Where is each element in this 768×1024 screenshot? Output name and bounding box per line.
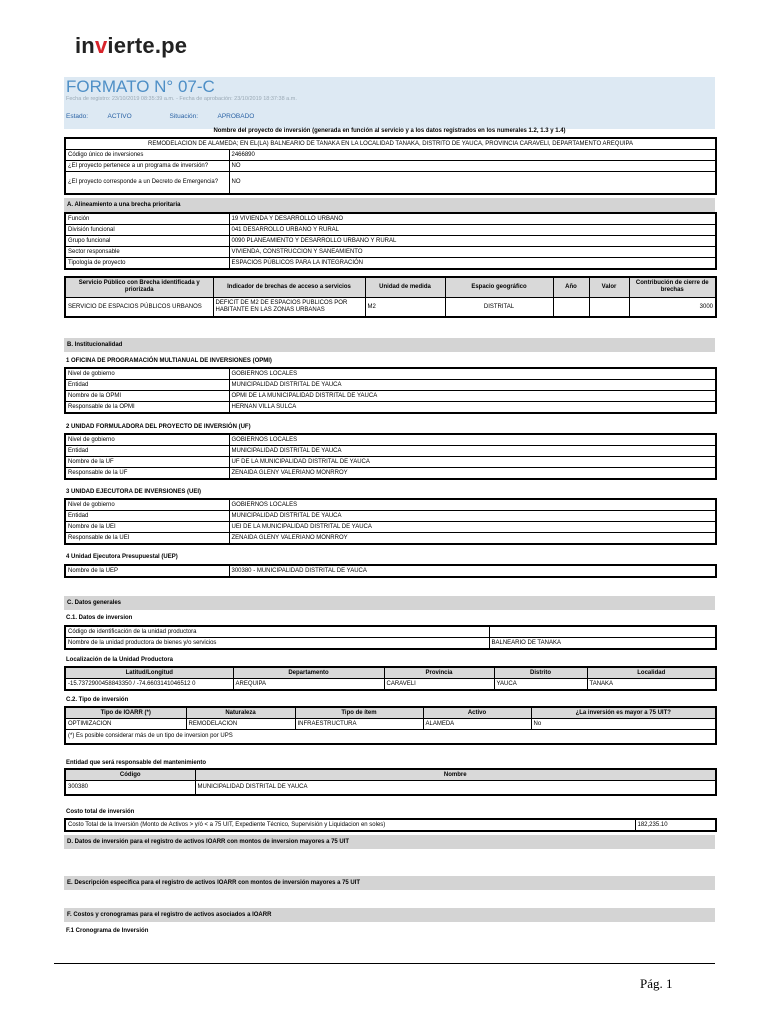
f1-title: F.1 Cronograma de Inversión	[66, 928, 149, 934]
table-row: Nombre de la unidad productora de bienes y/o servicios BALNEARIO DE TANAKA	[65, 638, 716, 650]
table-row: Costo Total de la Inversión (Monto de Activos > y/ó < a 75 UIT, Expediente Técnico, Supervisión y Liquidacion en soles) 182,235.10	[65, 819, 716, 831]
loc-title: Localización de la Unidad Productora	[66, 657, 174, 663]
table-row: ¿El proyecto corresponde a un Decreto de Emergencia? NO	[65, 172, 716, 194]
c1-title: C.1. Datos de inversion	[66, 615, 133, 621]
table-row: Nivel de gobierno GOBIERNOS LOCALES	[65, 499, 716, 511]
situacion: Situación: APROBADO	[169, 113, 255, 120]
table-row: Nombre de la UF UF DE LA MUNICIPALIDAD DISTRITAL DE YAUCA	[65, 457, 716, 468]
uep-table	[64, 564, 717, 578]
table-row: -15.7372900458843350 / -74.6603141046512 0 AREQUIPA CARAVELI YAUCA TANAKA	[65, 679, 716, 691]
opmi-table	[64, 367, 717, 414]
table-row: Función 19 VIVIENDA Y DESARROLLO URBANO	[65, 213, 716, 225]
table-row: Tipología de proyecto ESPACIOS PÚBLICOS PARA LA INTEGRACIÓN	[65, 258, 716, 270]
table-row: Sector responsable VIVIENDA, CONSTRUCCION Y SANEAMIENTO	[65, 247, 716, 258]
table-row: Responsable de la OPMI HERNAN VILLA SULCA	[65, 402, 716, 414]
table-row: Nivel de gobierno GOBIERNOS LOCALES	[65, 434, 716, 446]
table-row: Código único de inversiones 2466890	[65, 150, 716, 161]
table-row: Nombre de la UEP 300380 - MUNICIPALIDAD DISTRITAL DE YAUCA	[65, 565, 716, 577]
entidad-table: Código Nombre 300380 MUNICIPALIDAD DISTRITAL DE YAUCA	[64, 768, 717, 796]
table-row: Responsable de la UEI ZENAIDA GLENY VALERIANO MONRROY	[65, 533, 716, 545]
uei-title: 3 UNIDAD EJECUTORA DE INVERSIONES (UEI)	[66, 489, 202, 495]
footer-divider	[54, 963, 715, 964]
uep-title: 4 Unidad Ejecutora Presupuestal (UEP)	[66, 554, 178, 560]
c2-title: C.2. Tipo de inversión	[66, 697, 129, 703]
entidad-title: Entidad que será responsable del mantenimiento	[66, 760, 207, 766]
inviertepe-logo: invierte.pe	[75, 33, 188, 58]
table-row: OPTIMIZACION REMODELACION INFRAESTRUCTURA ALAMEDA No	[65, 719, 716, 730]
table-row: 300380 MUNICIPALIDAD DISTRITAL DE YAUCA	[65, 781, 716, 795]
project-name: REMODELACION DE ALAMEDA; EN EL(LA) BALNEARIO DE TANAKA EN LA LOCALIDAD TANAKA, DISTRITO DE YAUCA, PROVINCIA CARAVELI, DEPARTAMENTO AREQUIPA	[65, 138, 716, 150]
section-b-title: B. Institucionalidad	[64, 338, 715, 352]
location-table: Latitud/Longitud Departamento Provincia Distrito Localidad -15.7372900458843350 / -74.6603141046512 0 AREQUIPA CARAVELI YAUCA TANAKA	[64, 666, 717, 691]
brecha-table: Servicio Público con Brecha identificada y priorizada Indicador de brechas de acceso a servicios Unidad de medida Espacio geográfico Año Valor Contribución de cierre de brechas SERVICIO DE ESPACIOS PÚBLICOS URBANOS DEFICIT DE M2 DE ESPACIOS PUBLICOS POR HABITANTE EN LAS ZONAS URBANAS M2 DISTRITAL 3000	[64, 276, 717, 318]
estado: Estado: ACTIVO	[66, 113, 132, 120]
table-row: División funcional 041 DESARROLLO URBANO Y RURAL	[65, 225, 716, 236]
c1-table	[64, 625, 717, 650]
section-d-title: D. Datos de inversión para el registro de activos IOARR con montos de inversion mayores a 75 UIT	[64, 835, 715, 849]
project-table	[64, 137, 717, 195]
table-row: Nombre de la OPMI OPMI DE LA MUNICIPALIDAD DISTRITAL DE YAUCA	[65, 391, 716, 402]
costo-table	[64, 818, 717, 832]
uei-table	[64, 498, 717, 545]
table-row: (*) Es posible considerar más de un tipo de inversion por UPS	[65, 730, 716, 744]
uf-table	[64, 433, 717, 480]
status-line	[66, 113, 290, 120]
table-row: Código de identificación de la unidad productora	[65, 626, 716, 638]
project-caption: Nombre del proyecto de inversión (generada en función al servicio y a los datos registrados en los numerales 1.2, 1.3 y 1.4)	[213, 128, 566, 134]
table-row: Responsable de la UF ZENAIDA GLENY VALERIANO MONRROY	[65, 468, 716, 480]
section-a-title: A. Alineamiento a una brecha prioritaria	[64, 198, 715, 212]
section-e-title: E. Descripción específica para el registro de activos IOARR con montos de inversión mayores a 75 UIT	[64, 876, 715, 890]
table-row: ¿El proyecto pertenece a un programa de inversión? NO	[65, 161, 716, 172]
opmi-title: 1 OFICINA DE PROGRAMACIÓN MULTIANUAL DE INVERSIONES (OPMI)	[66, 358, 272, 364]
section-a-table	[64, 212, 717, 270]
table-row: Nombre de la UEI UEI DE LA MUNICIPALIDAD DISTRITAL DE YAUCA	[65, 522, 716, 533]
table-row: Entidad MUNICIPALIDAD DISTRITAL DE YAUCA	[65, 511, 716, 522]
table-row: Grupo funcional 0090 PLANEAMIENTO Y DESARROLLO URBANO Y RURAL	[65, 236, 716, 247]
table-row: Nivel de gobierno GOBIERNOS LOCALES	[65, 368, 716, 380]
uf-title: 2 UNIDAD FORMULADORA DEL PROYECTO DE INVERSIÓN (UF)	[66, 424, 251, 430]
record-dates: Fecha de registro: 23/10/2019 08:35:39 a.m. - Fecha de aprobación: 23/10/2019 18:37:38 a.m.	[66, 96, 297, 102]
table-row: SERVICIO DE ESPACIOS PÚBLICOS URBANOS DEFICIT DE M2 DE ESPACIOS PUBLICOS POR HABITANTE EN LAS ZONAS URBANAS M2 DISTRITAL 3000	[65, 297, 716, 317]
c2-table: Tipo de IOARR (*) Naturaleza Tipo de ítem Activo ¿La inversión es mayor a 75 UIT? OPTIMIZACION REMODELACION INFRAESTRUCTURA ALAMEDA No (*) Es posible considerar más de un tipo de inversion por UPS	[64, 706, 717, 745]
table-row: Entidad MUNICIPALIDAD DISTRITAL DE YAUCA	[65, 446, 716, 457]
costo-title: Costo total de inversión	[66, 809, 135, 815]
page-number: Pág. 1	[640, 976, 673, 991]
table-row: Entidad MUNICIPALIDAD DISTRITAL DE YAUCA	[65, 380, 716, 391]
form-title: FORMATO N° 07-C	[66, 77, 215, 96]
section-f-title: F. Costos y cronogramas para el registro de activos asociados a IOARR	[64, 908, 715, 922]
section-c-title: C. Datos generales	[64, 596, 715, 610]
